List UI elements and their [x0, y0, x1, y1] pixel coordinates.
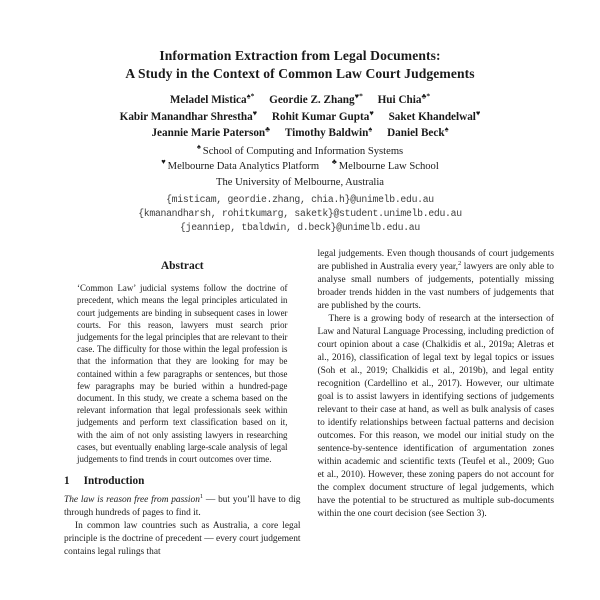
section-title: Introduction: [83, 475, 145, 488]
abstract-heading: Abstract: [160, 260, 204, 273]
paper-header: [0, 0, 600, 235]
intro-epigraph-paragraph: [64, 494, 301, 520]
author-name: Jeannie Marie Paterson: [151, 127, 266, 139]
author: [387, 124, 449, 139]
affiliation: [161, 157, 320, 172]
footnote-marker-2: 2: [458, 259, 462, 267]
author-affiliation-marker: ♣*: [421, 91, 431, 101]
author: [271, 107, 374, 123]
title-line-1: Information Extraction from Legal Documents:: [159, 48, 441, 63]
abstract-section: [64, 282, 301, 465]
section-number: 1: [64, 475, 70, 488]
paragraph-text: lawyers are only able to analyse small numbers of judgements, potentially missing broader trends hidden in the vast numbers of judgements that are published by the courts.: [317, 262, 554, 312]
body-paragraph-continued: [318, 248, 555, 313]
affiliation-marker: ♠: [196, 141, 201, 151]
abstract-text: ‘Common Law’ judicial systems follow the doctrine of precedent, which means the legal principles articulated in court judgements are binding in subsequent cases in lower courts. For this reason, lawyers must search prior judgements for the legal principles that are relevant to their case. The difficulty for those within the legal profession is that the information that they are looking for may be contained within a few paragraphs or sentences, but those few paragraphs may be buried within a hundred-page document. In this study, we create a schema based on the relevant information that legal professionals seek within judgements and perform text classification based on it, with the aim of not only assisting lawyers in researching cases, but eventually enabling large-scale analysis of legal judgements to find trends in court outcomes over time.: [77, 283, 288, 464]
author: [269, 91, 363, 106]
paper-title: [0, 47, 600, 83]
author-name: Timothy Baldwin: [284, 127, 369, 139]
paragraph-text: legal judgements. Even though thousands of court judgements are published in Australia every year,: [317, 249, 554, 273]
author: [151, 124, 271, 139]
right-column: [318, 248, 555, 521]
author-line-3: [0, 125, 600, 142]
epigraph-rest-text: — but you’ll have to dig through hundreds of pages to find it.: [64, 495, 301, 519]
author: [119, 107, 258, 123]
author: [388, 107, 481, 123]
author-affiliation-marker: ♥: [369, 107, 374, 117]
author-affiliation-marker: ♥*: [354, 91, 363, 101]
section-heading-introduction: [64, 475, 301, 487]
author-name: Kabir Manandhar Shrestha: [119, 110, 253, 123]
author: [377, 91, 431, 106]
email-line: {misticam, geordie.zhang, chia.h}@unimelb.edu.au: [166, 193, 434, 205]
affiliation-label: Melbourne Data Analytics Platform: [167, 161, 320, 172]
two-column-body: [0, 248, 600, 559]
title-line-2: A Study in the Context of Common Law Court Judgements: [125, 66, 475, 81]
author: [284, 124, 373, 139]
author-line-1: [0, 92, 600, 109]
university-line: The University of Melbourne, Australia: [216, 176, 384, 188]
author-line-2: [0, 109, 600, 126]
author-affiliation-marker: ♥: [252, 107, 258, 117]
author-name: Daniel Beck: [387, 127, 445, 139]
author-affiliation-marker: ♥: [475, 107, 481, 117]
affiliation-label: Melbourne Law School: [338, 161, 439, 172]
author-affiliation-marker: ♠: [444, 124, 449, 134]
intro-paragraph: In common law countries such as Australia, a core legal principle is the doctrine of precedent — every court judgement contains legal rulings that: [64, 521, 301, 558]
affiliation-label: School of Computing and Information Systems: [202, 145, 404, 157]
author-affiliation-marker: ♠: [368, 124, 373, 134]
epigraph-italic-text: The law is reason free from passion: [64, 495, 200, 506]
email-block: [0, 193, 600, 236]
affiliation-marker: ♥: [161, 157, 166, 167]
author-affiliation-marker: ♠*: [246, 91, 255, 101]
affiliation: [331, 157, 439, 172]
left-column: [64, 248, 301, 559]
body-paragraph: There is a growing body of research at the intersection of Law and Natural Language Processing, including prediction of court opinion about a case (Chalkidis et al., 2019a; Aletras et al., 2016), classification of legal text by legal topics or issues (Soh et al., 2019; Chalkidis et al., 2019b), and legal entity recognition (Cardellino et al., 2017). However, our ultimate goal is to assist lawyers in identifying sections of judgements relevant to their case at hand, as well as bulk analysis of cases to identify relationships between factual patterns and decision outcomes. For this reason, we model our initial study on the sentence-by-sentence identification of argumentation zones within academic and scientific texts (Teufel et al., 2009; Guo et al., 2010). However, these zoning papers do not account for the complex document structure of legal judgements, which have the potential to be structured as multiple sub-documents within the one court decision (see Section 3).: [317, 314, 554, 520]
footnote-marker-1: 1: [199, 493, 204, 501]
affiliation-line-2: [0, 159, 600, 175]
author-name: Saket Khandelwal: [388, 110, 476, 123]
author-block: [0, 92, 600, 142]
email-line: {jeanniep, tbaldwin, d.beck}@unimelb.edu.au: [180, 221, 420, 233]
affiliation-marker: ♣: [331, 157, 337, 167]
author-name: Geordie Z. Zhang: [269, 94, 355, 106]
author-name: Rohit Kumar Gupta: [271, 110, 370, 123]
author: [169, 91, 255, 106]
author-name: Hui Chia: [377, 94, 422, 106]
affiliation-line-1: [0, 141, 600, 160]
email-line: {kmanandharsh, rohitkumarg, saketk}@student.unimelb.edu.au: [138, 207, 462, 219]
author-affiliation-marker: ♣: [265, 124, 271, 134]
author-name: Meladel Mistica: [169, 94, 247, 106]
affiliation: [196, 141, 404, 157]
affiliation-block: [0, 141, 600, 190]
